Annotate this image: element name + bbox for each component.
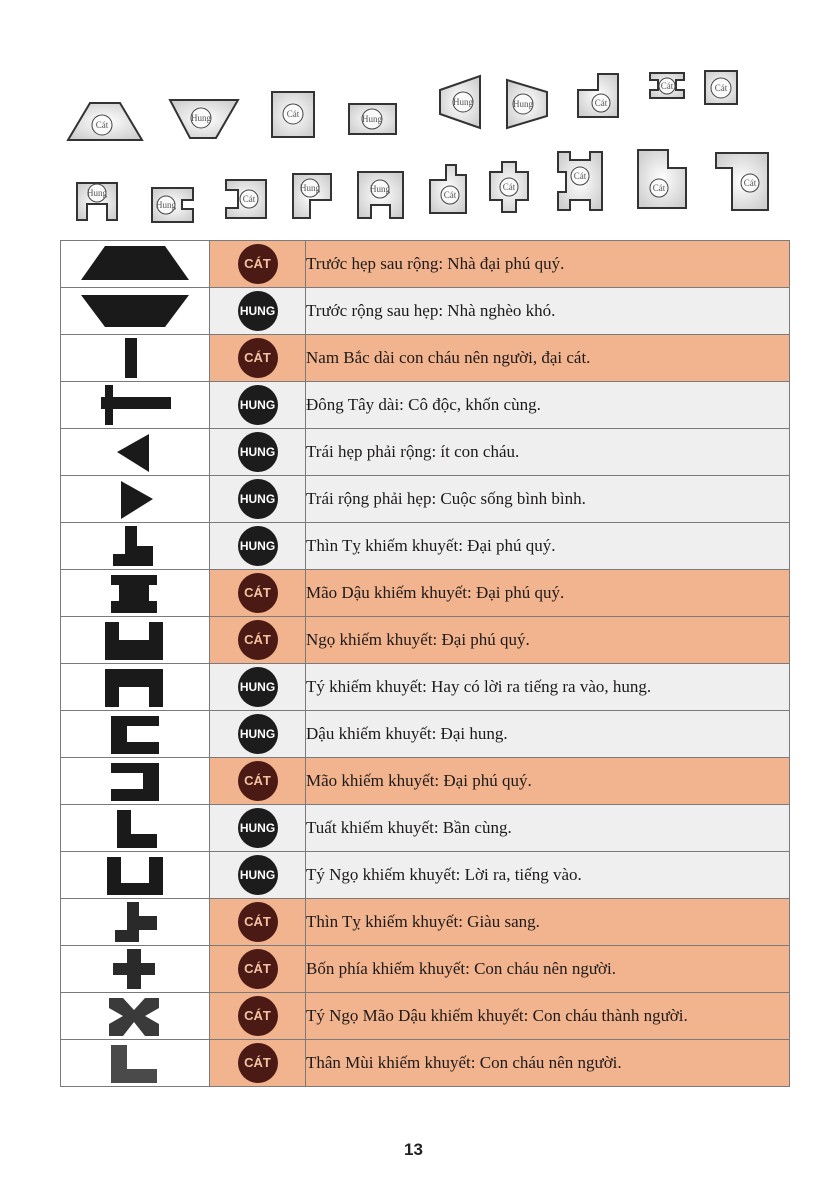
shape-cell (61, 993, 210, 1040)
badge-cell (210, 711, 306, 758)
status-badge: HUNG (238, 291, 278, 331)
top-label-4: Hung (362, 114, 382, 124)
top-label-16: Cát (502, 182, 516, 192)
shape-cell (61, 335, 210, 382)
top-label-10: Hung (87, 188, 107, 198)
status-badge: CÁT (238, 902, 278, 942)
status-badge: HUNG (238, 808, 278, 848)
horizontal-bar-icon (61, 383, 209, 427)
table-row (61, 617, 790, 664)
table-row (61, 993, 790, 1040)
top-label-9: Cát (714, 83, 728, 93)
table-row (61, 1040, 790, 1087)
shape-cell (61, 241, 210, 288)
shape-cell (61, 1040, 210, 1087)
badge-cell (210, 241, 306, 288)
badge-cell (210, 335, 306, 382)
status-badge: HUNG (238, 667, 278, 707)
top-label-8: Cát (660, 81, 674, 91)
top-label-17: Cát (573, 171, 587, 181)
status-badge: HUNG (238, 714, 278, 754)
x-cross-icon (61, 994, 209, 1038)
table-row (61, 570, 790, 617)
top-label-19: Cát (743, 178, 757, 188)
badge-cell (210, 617, 306, 664)
top-label-13: Hung (300, 183, 320, 193)
badge-cell (210, 899, 306, 946)
shape-cell (61, 617, 210, 664)
table-row (61, 852, 790, 899)
corner-notch-icon (61, 524, 209, 568)
status-badge: HUNG (238, 479, 278, 519)
table-row (61, 241, 790, 288)
status-badge: CÁT (238, 244, 278, 284)
description-text: Dậu khiếm khuyết: Đại hung. (306, 711, 790, 758)
t-cross-icon (61, 900, 209, 944)
status-badge: CÁT (238, 338, 278, 378)
status-badge: CÁT (238, 761, 278, 801)
description-text: Nam Bắc dài con cháu nên người, đại cát. (306, 335, 790, 382)
status-badge: HUNG (238, 855, 278, 895)
description-text: Đông Tây dài: Cô độc, khốn cùng. (306, 382, 790, 429)
badge-cell (210, 758, 306, 805)
top-label-14: Hung (370, 184, 390, 194)
status-badge: HUNG (238, 526, 278, 566)
description-text: Thân Mùi khiếm khuyết: Con cháu nên người. (306, 1040, 790, 1087)
badge-cell (210, 523, 306, 570)
badge-cell (210, 1040, 306, 1087)
badge-cell (210, 570, 306, 617)
right-narrow-triangle-icon (61, 477, 209, 521)
table-row (61, 899, 790, 946)
status-badge: CÁT (238, 1043, 278, 1083)
description-text: Tuất khiếm khuyết: Bần cùng. (306, 805, 790, 852)
status-badge: HUNG (238, 432, 278, 472)
badge-cell (210, 993, 306, 1040)
description-text: Trước rộng sau hẹp: Nhà nghèo khó. (306, 288, 790, 335)
shape-cell (61, 570, 210, 617)
table-row (61, 335, 790, 382)
table-row (61, 805, 790, 852)
description-text: Tý Ngọ khiếm khuyết: Lời ra, tiếng vào. (306, 852, 790, 899)
shape-cell (61, 711, 210, 758)
table-row (61, 288, 790, 335)
description-text: Ngọ khiếm khuyết: Đại phú quý. (306, 617, 790, 664)
trapezoid-wide-front-icon (61, 289, 209, 333)
shape-cell (61, 429, 210, 476)
shape-cell (61, 523, 210, 570)
badge-cell (210, 852, 306, 899)
description-text: Mão khiếm khuyết: Đại phú quý. (306, 758, 790, 805)
status-badge: CÁT (238, 573, 278, 613)
top-label-3: Cát (286, 109, 300, 119)
table-row (61, 523, 790, 570)
description-text: Tý Ngọ Mão Dậu khiếm khuyết: Con cháu thành người. (306, 993, 790, 1040)
table-row (61, 711, 790, 758)
table-row (61, 758, 790, 805)
left-narrow-triangle-icon (61, 430, 209, 474)
side-notches-icon (61, 571, 209, 615)
u-shape-icon (61, 853, 209, 897)
badge-cell (210, 476, 306, 523)
shape-cell (61, 664, 210, 711)
badge-cell (210, 946, 306, 993)
description-text: Trái hẹp phải rộng: ít con cháu. (306, 429, 790, 476)
table-row (61, 664, 790, 711)
shape-cell (61, 382, 210, 429)
status-badge: CÁT (238, 620, 278, 660)
status-badge: HUNG (238, 385, 278, 425)
top-label-12: Cát (242, 194, 256, 204)
top-label-5: Hung (453, 97, 473, 107)
shape-cell (61, 476, 210, 523)
description-text: Trước hẹp sau rộng: Nhà đại phú quý. (306, 241, 790, 288)
badge-cell (210, 664, 306, 711)
bottom-notch-icon (61, 665, 209, 709)
description-text: Thìn Tỵ khiếm khuyết: Giàu sang. (306, 899, 790, 946)
description-text: Mão Dậu khiếm khuyết: Đại phú quý. (306, 570, 790, 617)
trapezoid-wide-back-icon (61, 242, 209, 286)
shape-cell (61, 758, 210, 805)
table-row (61, 382, 790, 429)
description-text: Bốn phía khiếm khuyết: Con cháu nên người. (306, 946, 790, 993)
table-row (61, 946, 790, 993)
shape-guide-table (60, 240, 790, 1087)
top-label-11: Hung (156, 200, 176, 210)
status-badge: CÁT (238, 996, 278, 1036)
top-label-2: Hung (191, 113, 211, 123)
shape-cell (61, 899, 210, 946)
shape-cell (61, 805, 210, 852)
top-label-18: Cát (652, 183, 666, 193)
top-label-15: Cát (443, 190, 457, 200)
top-notch-icon (61, 618, 209, 662)
badge-cell (210, 429, 306, 476)
page-number: 13 (404, 1140, 423, 1159)
status-badge: CÁT (238, 949, 278, 989)
table-row (61, 476, 790, 523)
right-notch-icon (61, 712, 209, 756)
top-shape-illustrations (0, 0, 827, 240)
left-notch-icon (61, 759, 209, 803)
badge-cell (210, 288, 306, 335)
shape-cell (61, 946, 210, 993)
shape-cell (61, 288, 210, 335)
description-text: Tý khiếm khuyết: Hay có lời ra tiếng ra vào, hung. (306, 664, 790, 711)
l-shape-icon (61, 806, 209, 850)
plus-cross-icon (61, 947, 209, 991)
step-l-icon (61, 1041, 209, 1085)
description-text: Thìn Tỵ khiếm khuyết: Đại phú quý. (306, 523, 790, 570)
description-text: Trái rộng phải hẹp: Cuộc sống bình bình. (306, 476, 790, 523)
badge-cell (210, 382, 306, 429)
table-row (61, 429, 790, 476)
top-label-1: Cát (95, 120, 109, 130)
shape-cell (61, 852, 210, 899)
top-label-7: Cát (594, 98, 608, 108)
badge-cell (210, 805, 306, 852)
vertical-bar-icon (61, 336, 209, 380)
top-label-6: Hung (513, 99, 533, 109)
